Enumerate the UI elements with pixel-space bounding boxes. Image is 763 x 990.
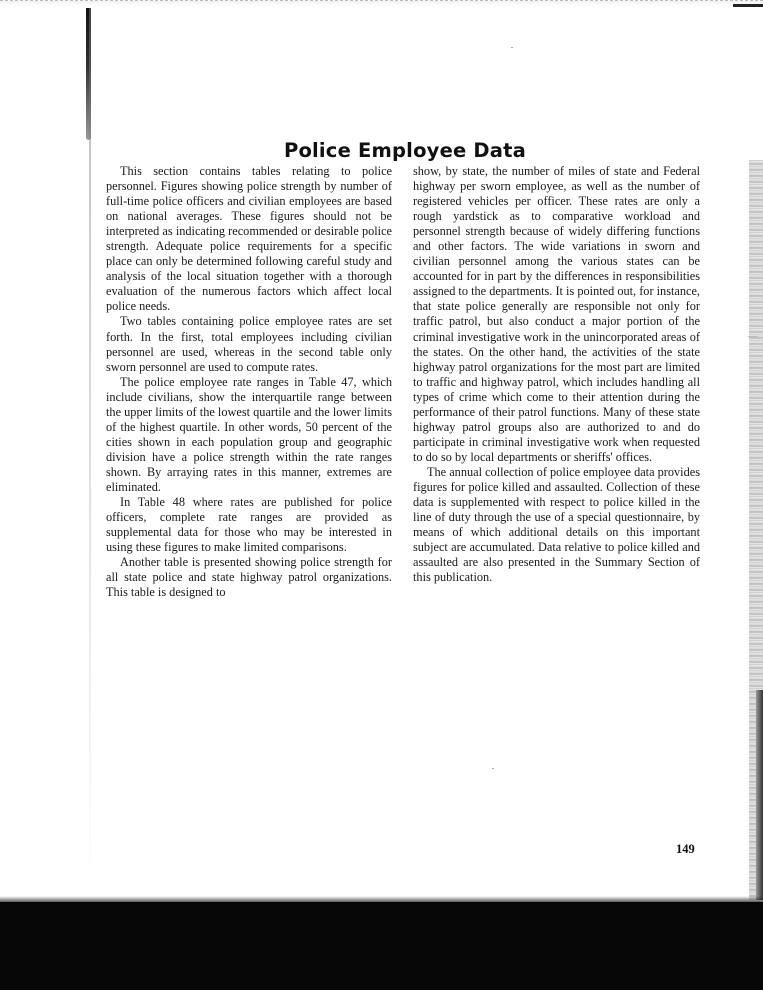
right-text-column bbox=[413, 164, 700, 585]
scan-top-edge bbox=[0, 0, 763, 7]
paragraph: This section contains tables relating to police personnel. Figures showing police strength by number of full-time police officers and civilian employees are based on national averages. These figures should not be interpreted as indicating recommended or desirable police strength. Adequate police requirements for a specific place can only be determined following careful study and analysis of the local situation together with a thorough evaluation of the numerous factors which affect local police needs. bbox=[106, 164, 392, 314]
scan-top-corner-mark bbox=[733, 4, 763, 7]
left-text-column bbox=[106, 164, 392, 600]
page-stack-shadow bbox=[756, 690, 763, 900]
paragraph: Two tables containing police employee rates are set forth. In the first, total employees including civilian personnel are used, whereas in the second table only sworn personnel are used to compute rates. bbox=[106, 314, 392, 374]
scan-speck bbox=[511, 47, 513, 48]
paragraph: Another table is presented showing police strength for all state police and state highway patrol organizations. This table is designed to bbox=[106, 555, 392, 600]
page-number: 149 bbox=[676, 842, 695, 856]
scan-bottom-background bbox=[0, 902, 763, 990]
paragraph: In Table 48 where rates are published for police officers, complete rate ranges are provided as supplemental data for those who may be interested in using these figures to make limited comparisons. bbox=[106, 495, 392, 555]
scan-speck bbox=[492, 768, 494, 769]
paragraph: The annual collection of police employee data provides figures for police killed and assaulted. Collection of these data is supplemented with respect to police killed in the line of duty through the use of a special questionnaire, by means of which additional details on this important subject are accumulated. Data relative to police killed and assaulted are also presented in the Summary Section of this publication. bbox=[413, 464, 700, 585]
paragraph-continued: show, by state, the number of miles of state and Federal highway per sworn employee, as well as the number of registered vehicles per officer. These rates are only a rough yardstick as to comparative workload and personnel strength because of widely differing functions and other factors. The wide variations in sworn and civilian personnel among the various states can be accounted for in part by the differences in responsibilities assigned to the departments. It is pointed out, for instance, that state police generally are responsible not only for traffic patrol, but also conduct a major portion of the criminal investigative work in the unincorporated areas of the states. On the other hand, the activities of the state highway patrol organizations for the most part are limited to traffic and highway patrol, which includes handling all types of crime which come to their attention during the performance of their patrol functions. Many of these state highway patrol groups also are authorized to and do participate in criminal investigative work when requested to do so by local departments or sheriffs' offices. bbox=[413, 164, 700, 464]
paragraph: The police employee rate ranges in Table 47, which include civilians, show the interquartile range between the upper limits of the lowest quartile and the lower limits of the highest quartile. In other words, 50 percent of the cities shown in each population group and geographic division have a police strength within the rate ranges shown. By arraying rates in this manner, extremes are eliminated. bbox=[106, 374, 392, 494]
page-title: Police Employee Data bbox=[283, 139, 527, 163]
scan-speck bbox=[748, 336, 758, 337]
